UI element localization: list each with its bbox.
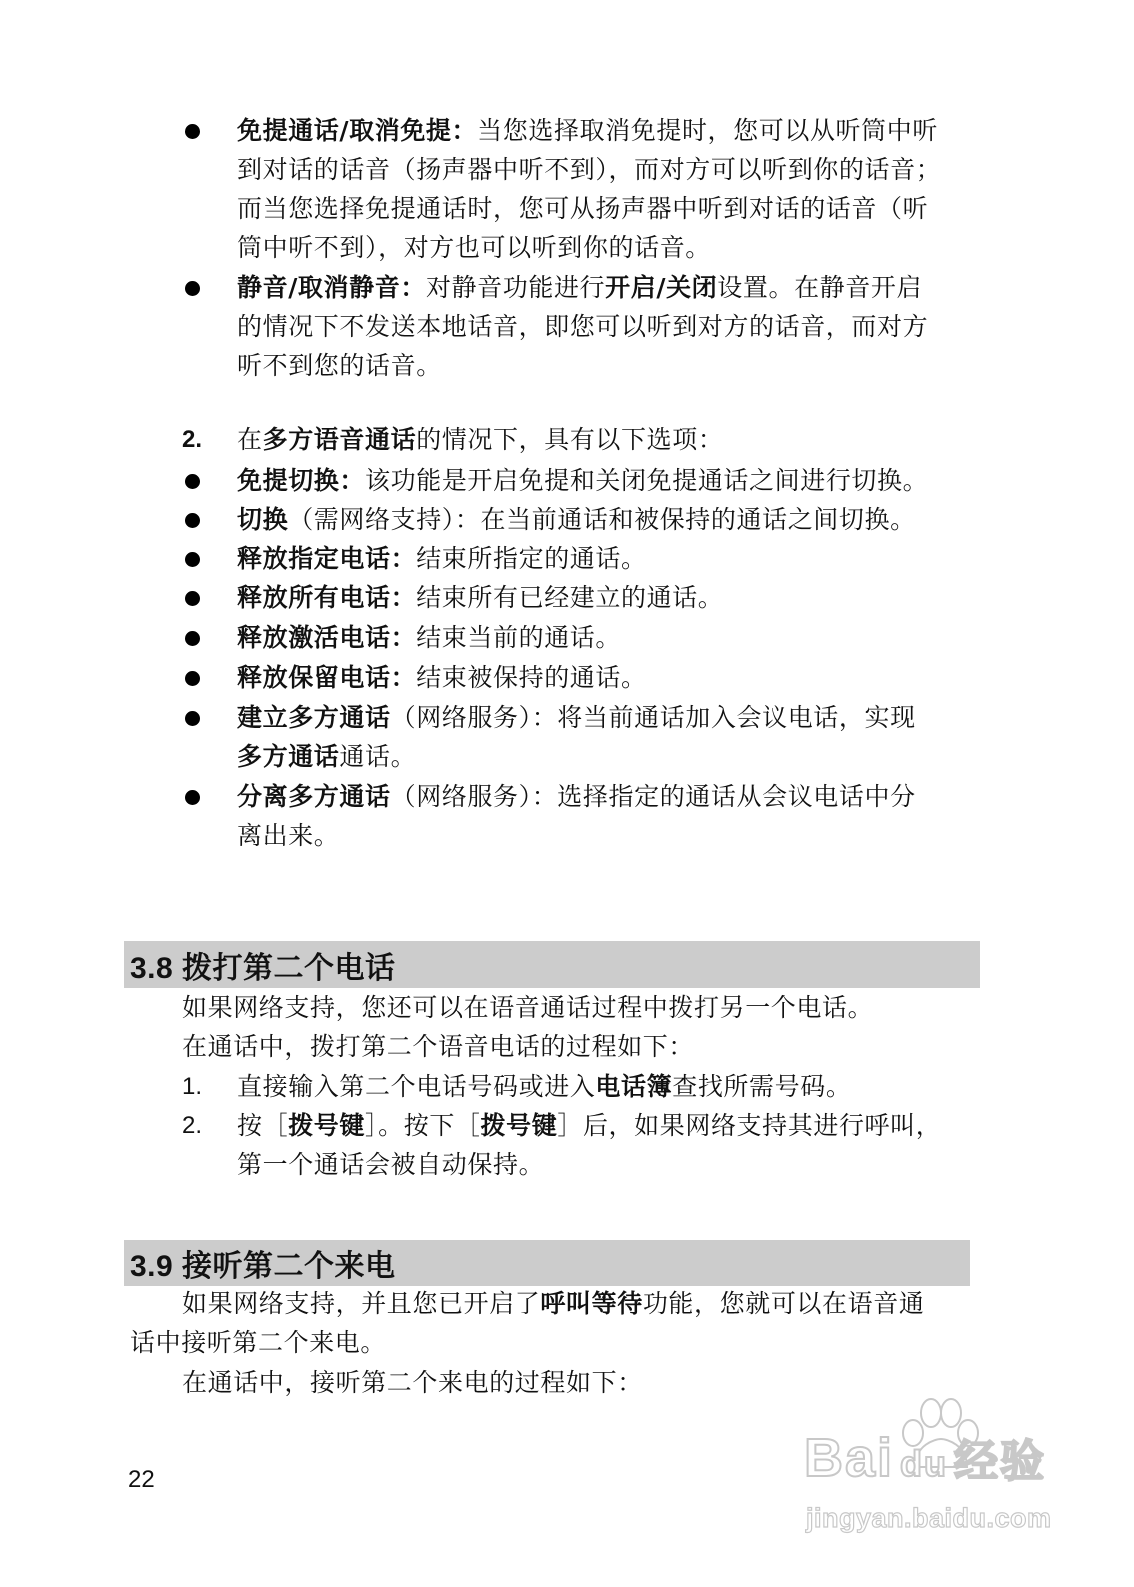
item-text-line: 离出来。 xyxy=(237,821,340,850)
item-text: 结束所有已经建立的通话。 xyxy=(416,583,724,612)
term-label: 释放指定电话： xyxy=(237,544,417,573)
item-text: 结束所指定的通话。 xyxy=(416,544,647,573)
item-text: 通话。 xyxy=(339,742,417,771)
watermark-logo-left: Bai xyxy=(804,1428,895,1488)
section-heading-bar xyxy=(124,1240,970,1286)
baidu-watermark xyxy=(800,1395,1060,1545)
list-item xyxy=(237,1111,941,1141)
term-label: 免提切换： xyxy=(237,466,366,495)
paragraph: 如果网络支持，您还可以在语音通话过程中拨打另一个电话。 xyxy=(182,993,874,1022)
bullet-icon xyxy=(185,513,200,528)
item-text-line: 的情况下不发送本地话音，即您可以听到对方的话音，而对方 xyxy=(237,312,929,341)
term-label: 免提通话/取消免提： xyxy=(237,116,478,145)
item-text: 结束被保持的通话。 xyxy=(416,663,647,692)
list-item xyxy=(237,663,647,693)
bullet-icon xyxy=(185,591,200,606)
inline-bold: 多方语音通话 xyxy=(262,425,417,454)
bullet-icon xyxy=(185,552,200,567)
watermark-url: jingyan.baidu.com xyxy=(806,1503,1052,1533)
item-text: 直接输入第二个电话号码或进入 xyxy=(237,1072,596,1101)
inline-bold: 拨号键 xyxy=(288,1111,366,1140)
item-text: 查找所需号码。 xyxy=(672,1072,852,1101)
inline-bold: 电话簿 xyxy=(595,1072,673,1101)
paragraph: 在通话中，接听第二个来电的过程如下： xyxy=(182,1368,643,1397)
section-heading-bar xyxy=(124,941,980,988)
term-label: 建立多方通话 xyxy=(237,703,391,732)
page-number: 22 xyxy=(128,1466,155,1493)
inline-bold: 多方通话 xyxy=(237,742,340,771)
item-text: 在 xyxy=(237,425,263,454)
paragraph-cont: 话中接听第二个来电。 xyxy=(130,1328,387,1357)
list-item xyxy=(237,273,922,303)
inline-bold: 拨号键 xyxy=(480,1111,558,1140)
bullet-icon xyxy=(185,790,200,805)
list-number: 2. xyxy=(182,426,203,453)
list-item xyxy=(237,505,916,535)
term-label: 分离多方通话 xyxy=(237,782,391,811)
list-item xyxy=(237,116,938,146)
section-heading: 3.8 拨打第二个电话 xyxy=(130,951,396,985)
item-text-line xyxy=(237,742,416,772)
item-text: ］。按下［ xyxy=(365,1111,481,1140)
list-item xyxy=(237,623,621,653)
item-text-line: 而当您选择免提通话时，您可从扬声器中听到对话的话音（听 xyxy=(237,194,929,223)
list-number: 2. xyxy=(182,1112,203,1139)
item-text-line: 第一个通话会被自动保持。 xyxy=(237,1150,545,1179)
bullet-icon xyxy=(185,124,200,139)
inline-bold: 呼叫等待 xyxy=(540,1289,643,1318)
list-item xyxy=(237,425,723,455)
inline-bold: 开启/关闭 xyxy=(605,273,718,302)
term-label: 释放激活电话： xyxy=(237,623,417,652)
watermark-logo xyxy=(804,1425,1046,1489)
list-item xyxy=(237,782,916,812)
item-text: 功能，您就可以在语音通 xyxy=(642,1289,925,1318)
term-label: 静音/取消静音： xyxy=(237,273,426,302)
item-text-line: 到对话的话音（扬声器中听不到），而对方可以听到你的话音； xyxy=(237,155,942,184)
item-text: ］后，如果网络支持其进行呼叫， xyxy=(557,1111,942,1140)
item-text: （需网络支持）：在当前通话和被保持的通话之间切换。 xyxy=(288,505,916,534)
item-text: 当您选择取消免提时，您可以从听筒中听 xyxy=(477,116,938,145)
watermark-logo-right: 经验 xyxy=(954,1436,1047,1487)
term-label: 切换 xyxy=(237,505,289,534)
paragraph xyxy=(182,1289,924,1319)
term-label: 释放所有电话： xyxy=(237,583,417,612)
item-text: 按［ xyxy=(237,1111,289,1140)
list-item xyxy=(237,1072,851,1102)
section-heading: 3.9 接听第二个来电 xyxy=(130,1250,396,1283)
term-label: 释放保留电话： xyxy=(237,663,417,692)
bullet-icon xyxy=(185,711,200,726)
bullet-icon xyxy=(185,474,200,489)
item-text: 如果网络支持，并且您已开启了 xyxy=(182,1289,541,1318)
list-item xyxy=(237,703,916,733)
item-text: （网络服务）：选择指定的通话从会议电话中分 xyxy=(390,782,916,811)
item-text-line: 筒中听不到），对方也可以听到你的话音。 xyxy=(237,233,711,262)
bullet-icon xyxy=(185,631,200,646)
watermark-logo-du: du xyxy=(900,1443,949,1484)
item-text: 设置。在静音开启 xyxy=(717,273,923,302)
item-text: 结束当前的通话。 xyxy=(416,623,622,652)
list-item xyxy=(237,466,928,496)
bullet-icon xyxy=(185,281,200,296)
item-text: 该功能是开启免提和关闭免提通话之间进行切换。 xyxy=(365,466,929,495)
list-number: 1. xyxy=(182,1073,203,1100)
item-text: 对静音功能进行 xyxy=(425,273,606,302)
item-text-line: 听不到您的话音。 xyxy=(237,351,442,380)
paragraph: 在通话中，拨打第二个语音电话的过程如下： xyxy=(182,1032,695,1061)
list-item xyxy=(237,583,723,613)
item-text: （网络服务）：将当前通话加入会议电话，实现 xyxy=(390,703,916,732)
item-text: 的情况下，具有以下选项： xyxy=(416,425,724,454)
list-item xyxy=(237,544,647,574)
bullet-icon xyxy=(185,671,200,686)
